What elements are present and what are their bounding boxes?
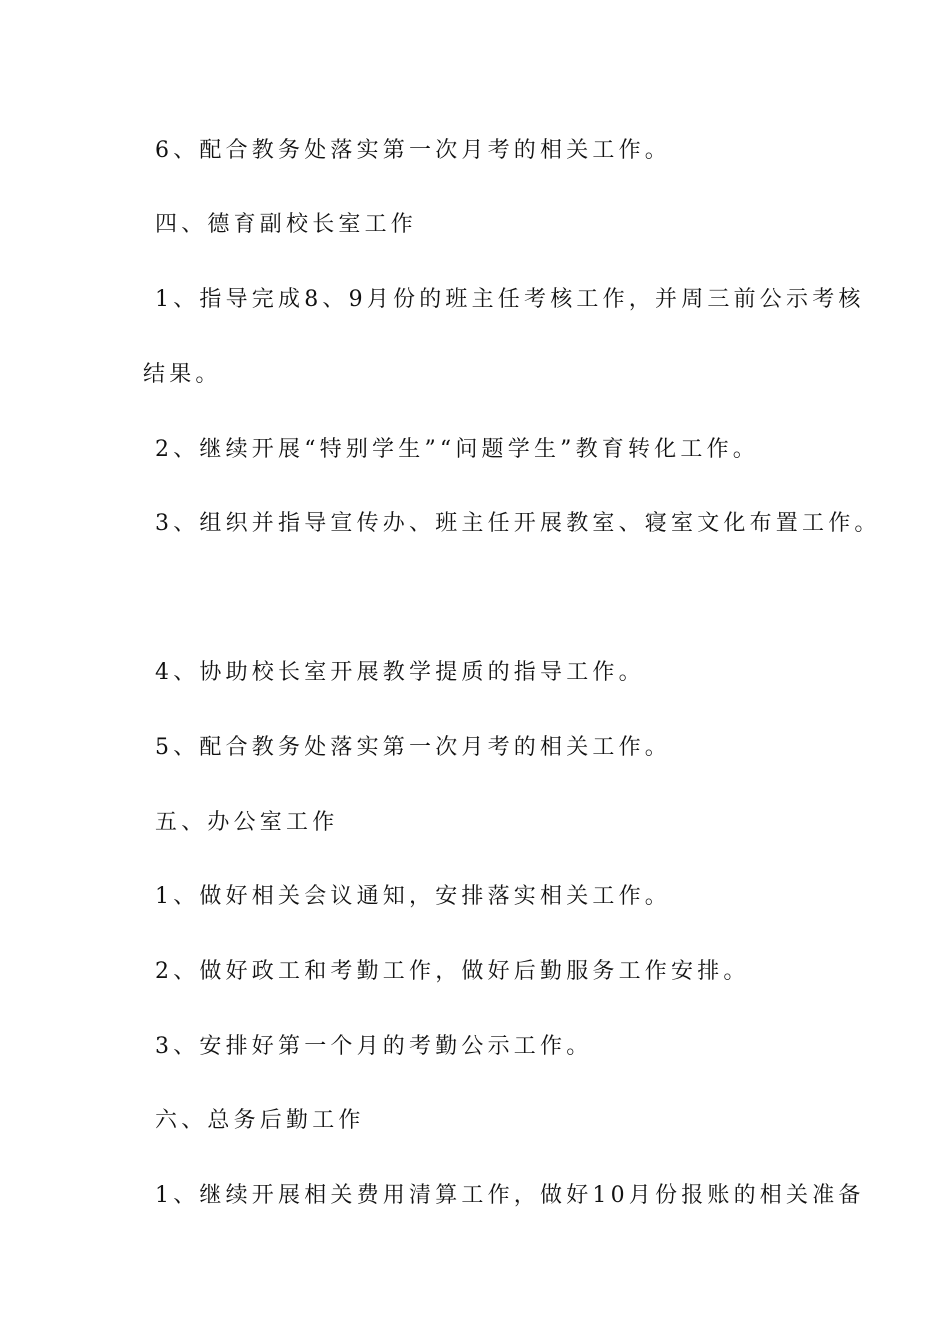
text-line-14: 1、继续开展相关费用清算工作，做好10月份报账的相关准备 bbox=[155, 1183, 865, 1208]
text-line-11: 2、做好政工和考勤工作，做好后勤服务工作安排。 bbox=[155, 959, 750, 984]
text-line-3: 1、指导完成8、9月份的班主任考核工作，并周三前公示考核 bbox=[155, 287, 865, 312]
text-line-7: 4、协助校长室开展教学提质的指导工作。 bbox=[155, 660, 645, 685]
section-heading-4: 四、德育副校长室工作 bbox=[155, 212, 418, 237]
text-line-1: 6、配合教务处落实第一次月考的相关工作。 bbox=[155, 138, 671, 163]
text-line-10: 1、做好相关会议通知，安排落实相关工作。 bbox=[155, 884, 671, 909]
text-line-6: 3、组织并指导宣传办、班主任开展教室、寝室文化布置工作。 bbox=[155, 511, 881, 536]
text-line-5: 2、继续开展“特别学生”“问题学生”教育转化工作。 bbox=[155, 437, 759, 462]
text-line-4: 结果。 bbox=[143, 362, 222, 387]
section-heading-5: 五、办公室工作 bbox=[155, 810, 339, 835]
text-line-8: 5、配合教务处落实第一次月考的相关工作。 bbox=[155, 735, 671, 760]
text-line-12: 3、安排好第一个月的考勤公示工作。 bbox=[155, 1034, 593, 1059]
section-heading-6: 六、总务后勤工作 bbox=[155, 1108, 365, 1133]
